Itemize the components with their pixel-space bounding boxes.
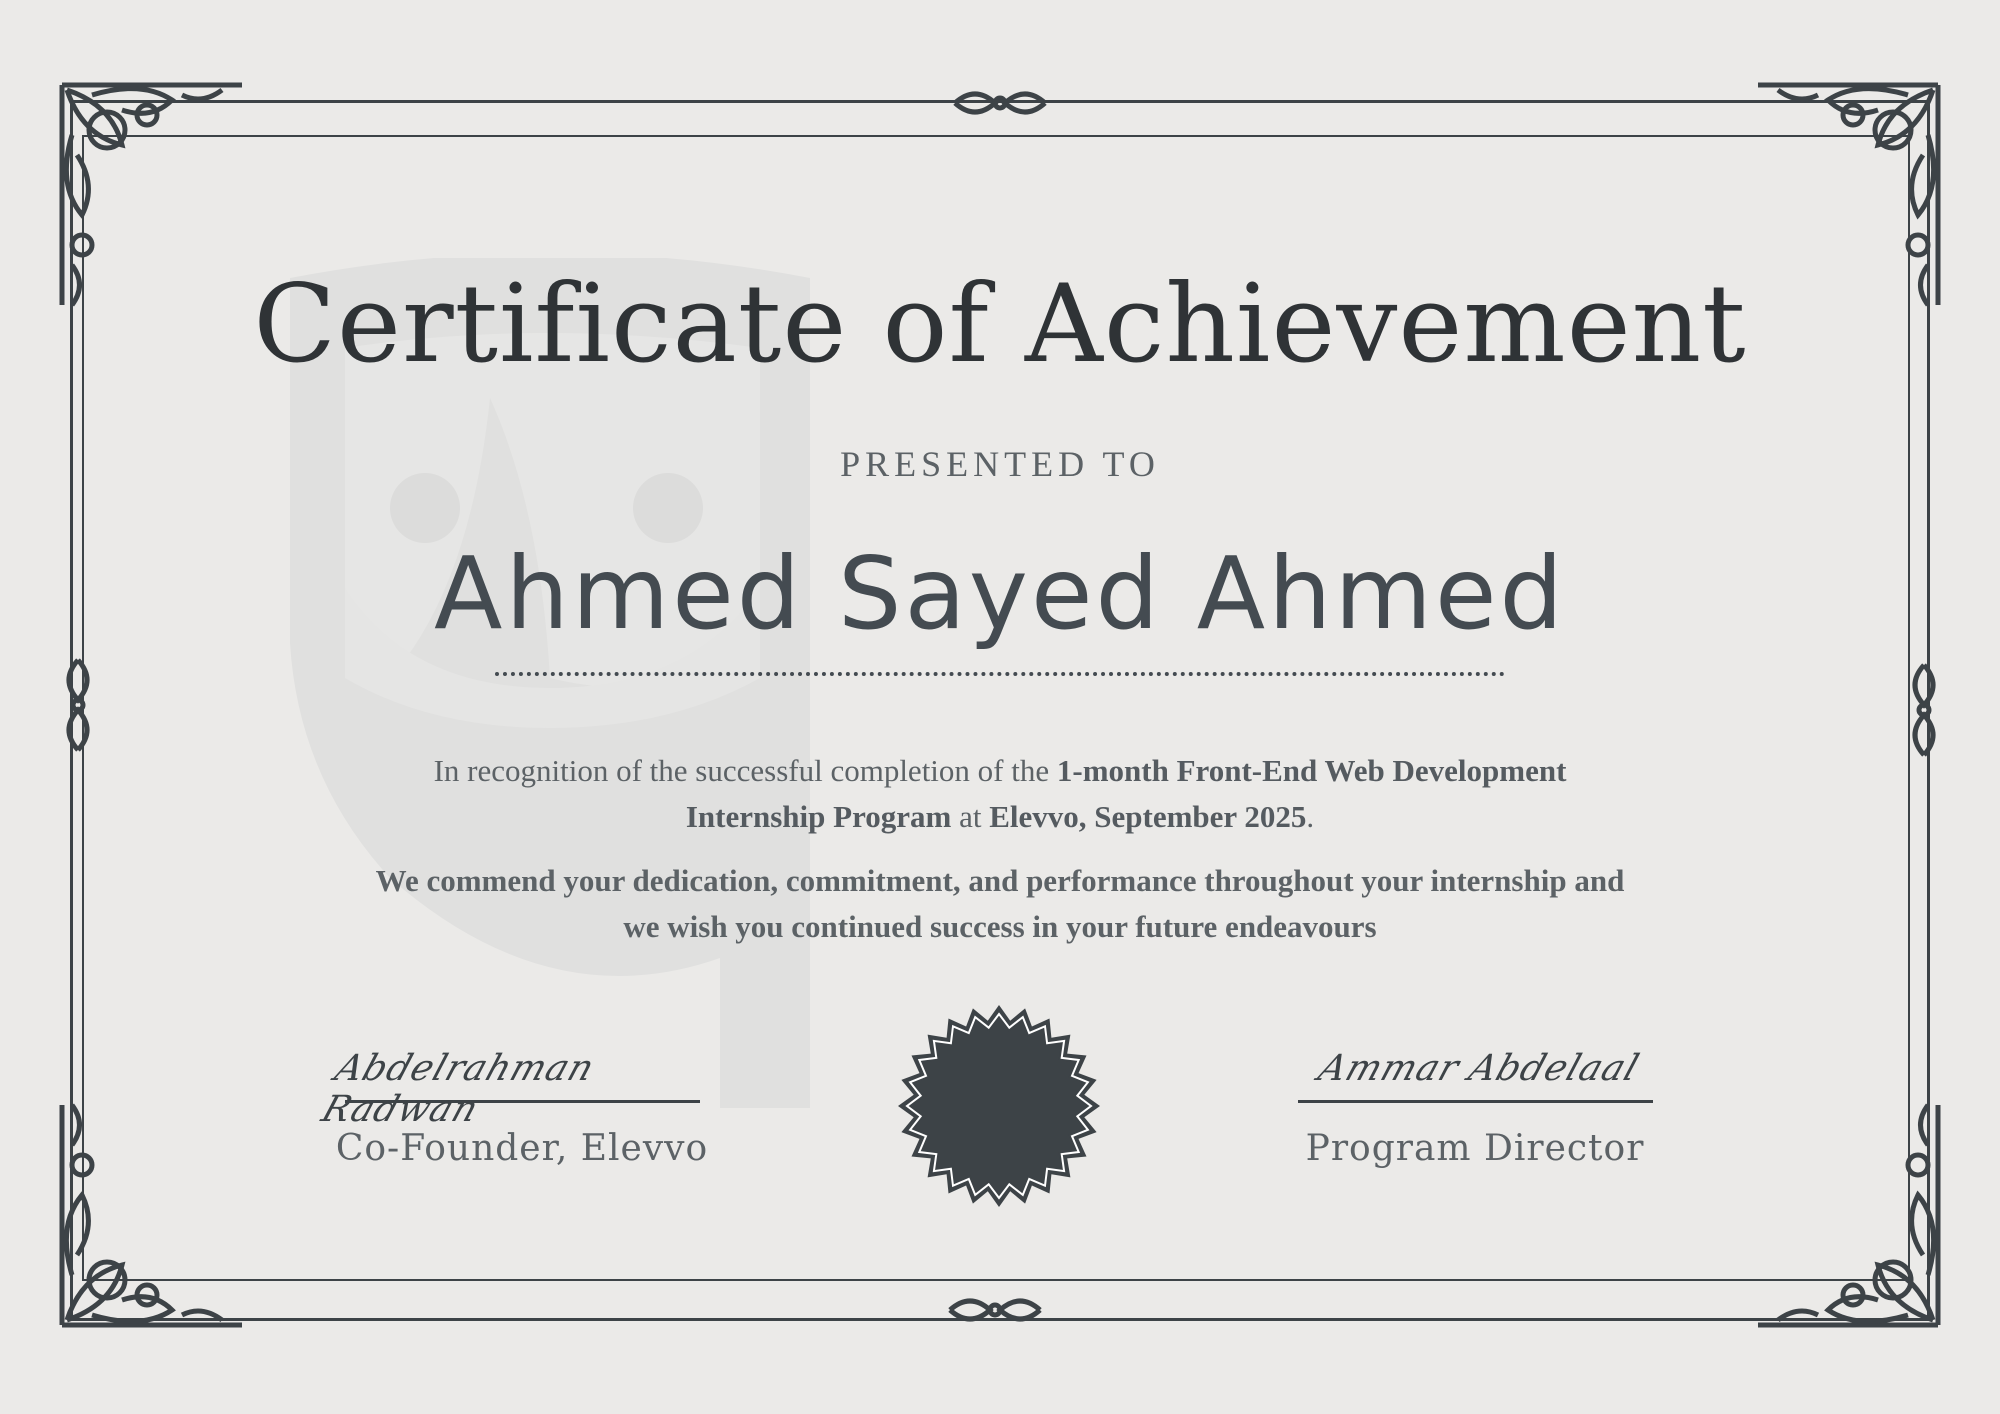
presented-to-label: PRESENTED TO xyxy=(840,444,1160,484)
commendation-text xyxy=(300,858,1700,950)
flourish-icon xyxy=(950,85,1050,121)
recognition-part2: at xyxy=(951,799,990,834)
signature-line-left xyxy=(345,1100,700,1103)
commendation-line-1: We commend your dedication, commitment, and performance throughout your internship and xyxy=(375,863,1625,898)
seal-icon xyxy=(896,1003,1102,1209)
recognition-part1: In recognition of the successful completion of the xyxy=(433,753,1057,788)
signature-left: Abdelrahman Radwan xyxy=(316,1048,600,1130)
name-underline xyxy=(495,672,1505,676)
recipient-name: Ahmed Sayed Ahmed xyxy=(434,535,1566,652)
flourish-icon xyxy=(1748,1085,1948,1335)
signature-right: Ammar Abdelaal xyxy=(1313,1048,1645,1089)
flourish-icon xyxy=(52,1085,252,1335)
commendation-line-2: we wish you continued success in your future endeavours xyxy=(623,909,1377,944)
signer-role-left: Co-Founder, Elevvo xyxy=(335,1128,709,1169)
recognition-text xyxy=(400,748,1600,840)
flourish-icon xyxy=(1906,660,1942,760)
recognition-part3: . xyxy=(1306,799,1315,834)
signature-line-right xyxy=(1298,1100,1653,1103)
flourish-icon xyxy=(945,1292,1045,1328)
flourish-icon xyxy=(60,655,96,755)
organization-date: Elevvo, September 2025 xyxy=(989,799,1307,834)
signer-role-right: Program Director xyxy=(1305,1128,1645,1169)
certificate-title: Certificate of Achievement xyxy=(253,262,1747,387)
program-name: 1-month Front-End Web Development Internship Program xyxy=(685,753,1567,834)
